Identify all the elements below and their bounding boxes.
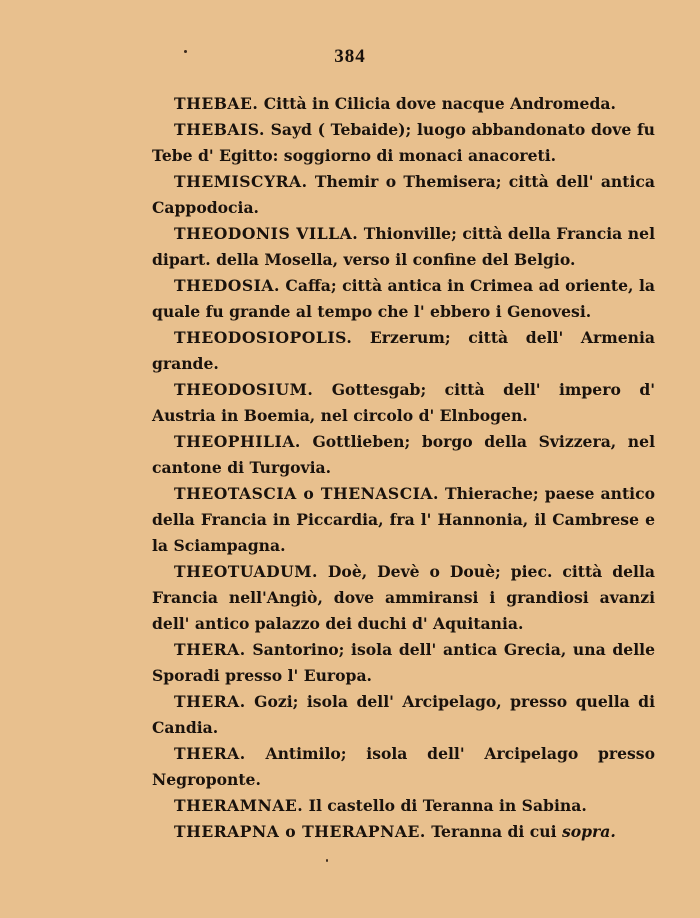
entry-definition: Doè, Devè o Douè; piec. città della Francia nell'Angiò, dove ammiransi i grandiosi avanzi dell' antico palazzo dei duchi d' Aquitania.	[152, 562, 655, 633]
entry-headword: THERA.	[174, 692, 246, 711]
entry-headword: THERAPNA o THERAPNAE.	[174, 822, 426, 841]
dictionary-entry	[152, 325, 655, 377]
entry-headword: THEODONIS VILLA.	[174, 224, 359, 243]
dictionary-entry	[152, 169, 655, 221]
entry-definition: Gozi; isola dell' Arcipelago, presso quella di Candia.	[152, 692, 655, 737]
entry-headword: THEODOSIOPOLIS.	[174, 328, 353, 347]
ink-speck	[326, 859, 328, 862]
entry-definition: Caffa; città antica in Crimea ad oriente, la quale fu grande al tempo che l' ebbero i Genovesi.	[152, 276, 655, 321]
dictionary-entry	[152, 741, 655, 793]
dictionary-entry	[152, 429, 655, 481]
entry-headword: THEBAIS.	[174, 120, 265, 139]
entry-definition: Sayd ( Tebaide); luogo abbandonato dove fu Tebe d' Egitto: soggiorno di monaci anacoreti.	[152, 120, 655, 165]
entry-headword: THEDOSIA.	[174, 276, 280, 295]
dictionary-entry	[152, 819, 655, 845]
entry-definition: Thierache; paese antico della Francia in Piccardia, fra l' Hannonia, il Cambrese e la Sciampagna.	[152, 484, 655, 555]
entry-definition: Erzerum; città dell' Armenia grande.	[152, 328, 655, 373]
entry-definition: Città in Cilicia dove nacque Andromeda.	[258, 94, 616, 113]
dictionary-entry	[152, 117, 655, 169]
entry-headword: THEOTASCIA o THENASCIA.	[174, 484, 439, 503]
dictionary-entry	[152, 637, 655, 689]
entry-definition: Gottesgab; città dell' impero d' Austria in Boemia, nel circolo d' Elnbogen.	[152, 380, 655, 425]
dictionary-entry	[152, 273, 655, 325]
entry-definition: Gottlieben; borgo della Svizzera, nel cantone di Turgovia.	[152, 432, 655, 477]
entry-definition: Santorino; isola dell' antica Grecia, una delle Sporadi presso l' Europa.	[152, 640, 655, 685]
entry-definition: Antimilo; isola dell' Arcipelago presso Negroponte.	[152, 744, 655, 789]
entry-definition: Teranna di cui	[425, 822, 562, 841]
entry-headword: THEMISCYRA.	[174, 172, 308, 191]
dictionary-entry	[152, 481, 655, 559]
entry-definition: Thionville; città della Francia nel dipart. della Mosella, verso il confine del Belgio.	[152, 224, 655, 269]
entry-headword: THERA.	[174, 640, 246, 659]
page-number: 384	[334, 46, 366, 67]
dictionary-entries	[152, 91, 655, 845]
entry-headword: THEOPHILIA.	[174, 432, 301, 451]
entry-headword: THEODOSIUM.	[174, 380, 314, 399]
dictionary-entry	[152, 689, 655, 741]
dictionary-entry	[152, 221, 655, 273]
entry-headword: THERAMNAE.	[174, 796, 304, 815]
entry-italic-note: sopra.	[561, 822, 616, 841]
dictionary-entry	[152, 91, 655, 117]
entry-definition: Il castello di Teranna in Sabina.	[303, 796, 587, 815]
entry-headword: THEOTUADUM.	[174, 562, 318, 581]
dictionary-entry	[152, 793, 655, 819]
entry-definition: Themir o Themisera; città dell' antica Cappodocia.	[152, 172, 655, 217]
entry-headword: THERA.	[174, 744, 246, 763]
dictionary-entry	[152, 559, 655, 637]
dictionary-entry	[152, 377, 655, 429]
entry-headword: THEBAE.	[174, 94, 259, 113]
